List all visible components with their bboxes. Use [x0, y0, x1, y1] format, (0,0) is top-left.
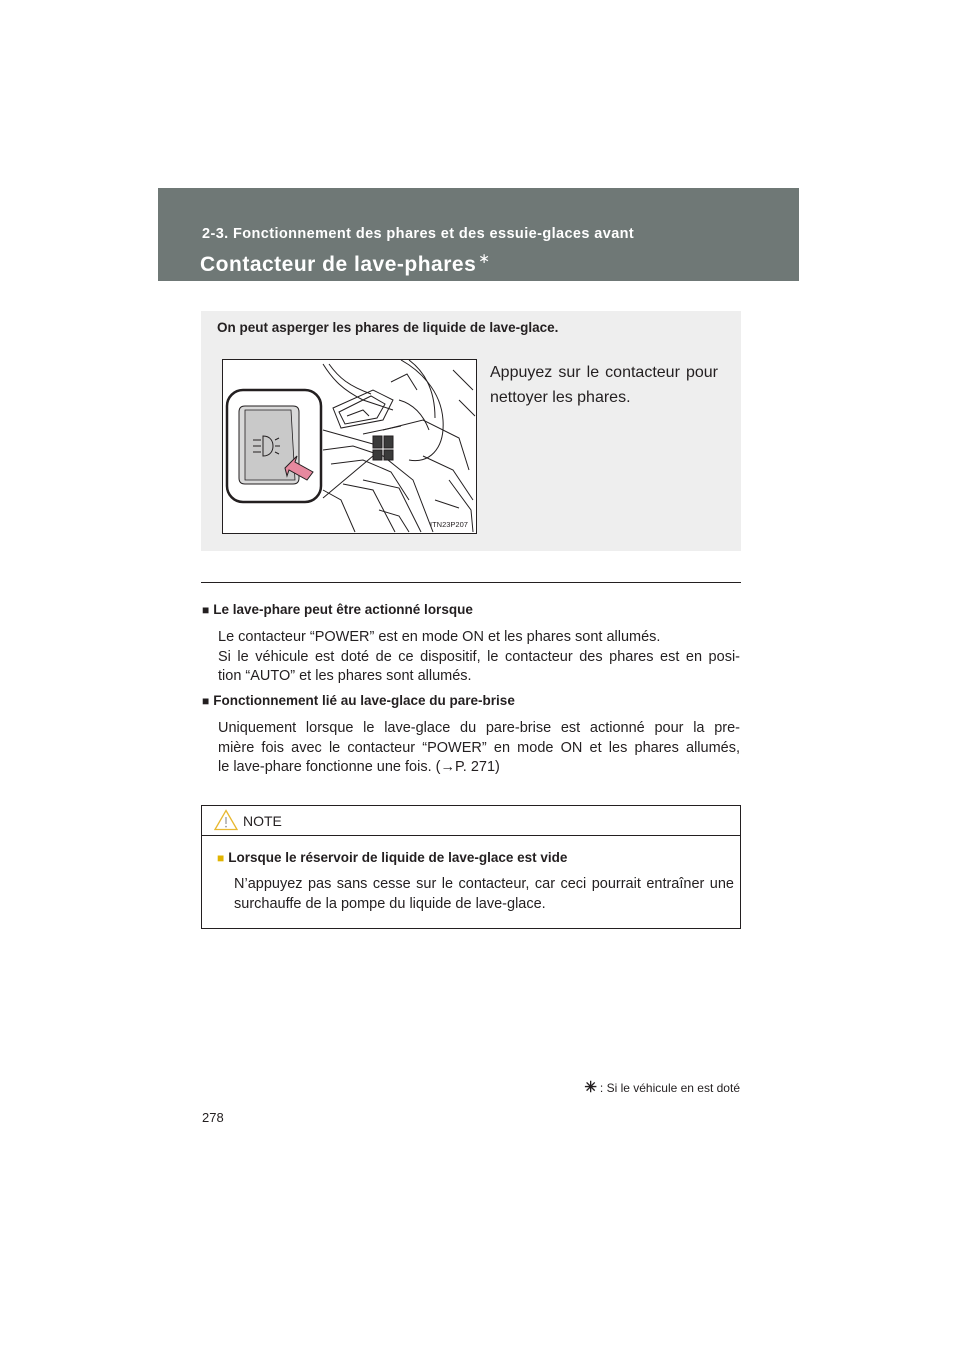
body-line: Uniquement lorsque le lave-glace du pare-brise est actionné pour la pre- — [218, 720, 740, 736]
body-line: mière fois avec le contacteur “POWER” en mode ON et les phares allumés, — [218, 739, 740, 756]
instruction-text: Appuyez sur le contacteur pour nettoyer les phares. — [490, 364, 718, 406]
page-title-text: Contacteur de lave-phares — [200, 253, 477, 276]
dashboard-drawing — [223, 360, 476, 533]
body-line: Le contacteur “POWER” est en mode ON et les phares sont allumés. — [218, 629, 661, 645]
page-number: 278 — [202, 1110, 224, 1125]
section-heading-2-text: Fonctionnement lié au lave-glace du pare-brise — [213, 693, 515, 708]
body-line: surchauffe de la pompe du liquide de lave-glace. — [234, 895, 546, 912]
square-bullet-icon: ■ — [202, 603, 210, 617]
note-heading-text: Lorsque le réservoir de liquide de lave-glace est vide — [228, 850, 568, 865]
asterisk-icon: ✳ — [584, 1079, 597, 1096]
page-title — [200, 250, 491, 277]
footnote-text: : Si le véhicule en est doté — [599, 1081, 740, 1095]
body-line: tion “AUTO” et les phares sont allumés. — [218, 668, 472, 684]
body-line: N’appuyez pas sans cesse sur le contacteur, car ceci pourrait entraîner une — [234, 876, 734, 892]
section-heading-2 — [202, 693, 515, 708]
note-heading — [217, 850, 567, 865]
section-label: 2-3. Fonctionnement des phares et des essuie-glaces avant — [202, 226, 635, 242]
note-title: NOTE — [243, 813, 282, 829]
square-bullet-icon: ■ — [202, 694, 210, 708]
note-body — [234, 875, 734, 914]
figure-code: ITN23P207 — [430, 520, 468, 529]
section-heading-1 — [202, 602, 473, 617]
section-heading-1-text: Le lave-phare peut être actionné lorsque — [213, 602, 473, 617]
section-body-2 — [218, 719, 740, 778]
separator-rule — [201, 582, 741, 583]
body-line: Si le véhicule est doté de ce dispositif, le contacteur des phares est en posi- — [218, 648, 740, 665]
asterisk-mark: ∗ — [478, 250, 491, 266]
section-body-1 — [218, 628, 740, 687]
square-bullet-icon: ■ — [217, 851, 225, 865]
footnote — [584, 1078, 740, 1096]
note-divider — [201, 835, 741, 836]
warning-triangle-icon — [214, 809, 238, 831]
dashboard-illustration — [222, 359, 477, 534]
intro-heading: On peut asperger les phares de liquide de lave-glace. — [217, 320, 559, 335]
body-line: le lave-phare fonctionne une fois. (→P. 271) — [218, 759, 500, 775]
